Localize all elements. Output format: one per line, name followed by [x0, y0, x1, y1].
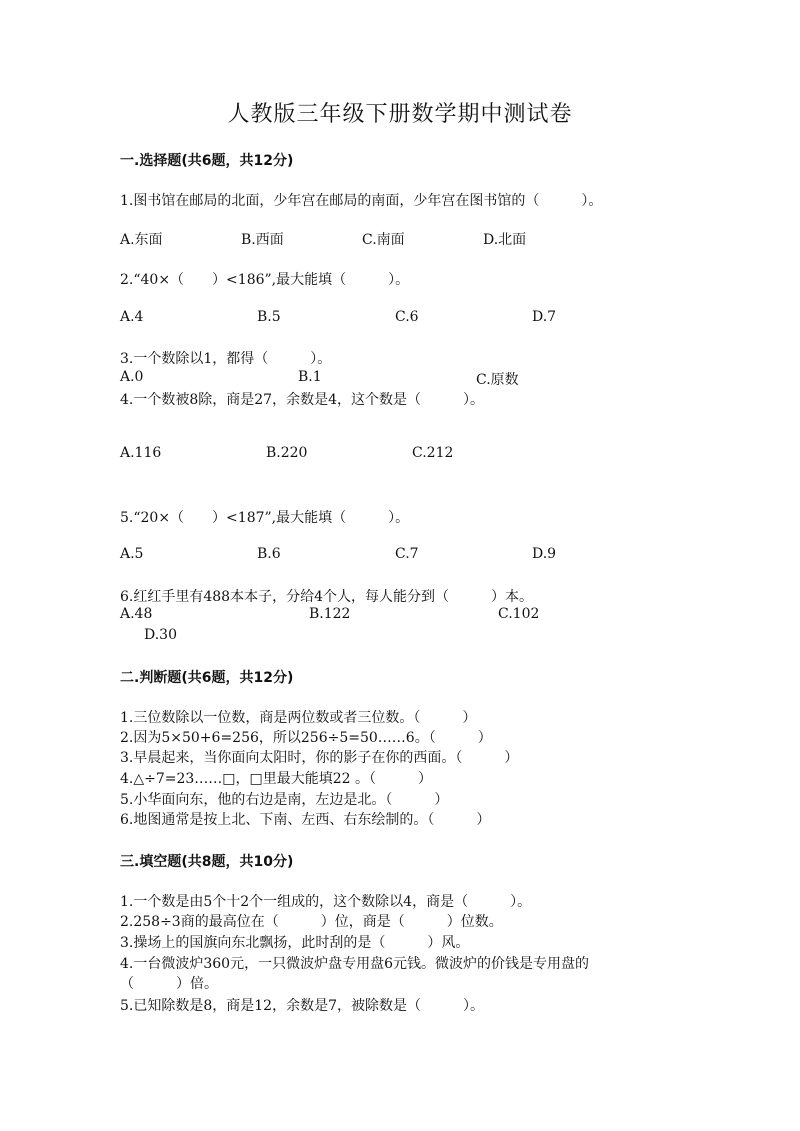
question-3-options	[120, 369, 720, 389]
question-2: 2.“40×（ ）<186”,最大能填（ ）。	[120, 272, 410, 288]
option-b: B.西面	[241, 232, 284, 248]
question-4: 4.一个数被8除，商是27，余数是4，这个数是（ ）。	[120, 392, 484, 408]
option-a: A.0	[120, 369, 144, 385]
option-a: A.4	[120, 309, 144, 325]
question-1-options	[120, 229, 720, 249]
option-d: D.7	[532, 309, 557, 325]
question-1: 1.图书馆在邮局的北面，少年宫在邮局的南面，少年宫在图书馆的（ ）。	[120, 193, 603, 209]
fill-item-3: 3.操场上的国旗向东北飘扬，此时刮的是（ ）风。	[120, 935, 470, 951]
question-5: 5.“20×（ ）<187”,最大能填（ ）。	[120, 510, 410, 526]
question-6: 6.红红手里有488本本子，分给4个人，每人能分到（ ）本。	[120, 589, 533, 605]
section-2-heading: 二.判断题(共6题，共12分)	[120, 670, 294, 686]
judgement-item-5: 5.小华面向东，他的右边是南，左边是北。（ ）	[120, 792, 449, 808]
option-b: B.122	[309, 606, 351, 622]
judgement-item-1: 1.三位数除以一位数，商是两位数或者三位数。（ ）	[120, 710, 477, 726]
question-4-options	[120, 445, 720, 465]
option-a: A.5	[120, 546, 144, 562]
option-c: C.102	[498, 606, 540, 622]
option-b: B.5	[257, 309, 281, 325]
option-c: C.6	[395, 309, 419, 325]
judgement-item-3: 3.早晨起来，当你面向太阳时，你的影子在你的西面。（ ）	[120, 750, 519, 766]
option-c: C.南面	[362, 232, 405, 248]
fill-item-4-continued: （ ）倍。	[120, 976, 218, 992]
option-c: C.7	[395, 546, 419, 562]
option-b: B.1	[298, 369, 322, 385]
option-a: A.东面	[120, 232, 163, 248]
judgement-item-2: 2.因为5×50+6=256，所以256÷5=50……6。（ ）	[120, 730, 492, 746]
question-2-options	[120, 309, 720, 329]
page-title: 人教版三年级下册数学期中测试卷	[227, 102, 573, 127]
fill-item-4: 4.一台微波炉360元，一只微波炉盘专用盘6元钱。微波炉的价钱是专用盘的	[120, 956, 589, 972]
section-3-heading: 三.填空题(共8题，共10分)	[120, 854, 294, 870]
fill-item-5: 5.已知除数是8，商是12，余数是7，被除数是（ ）。	[120, 998, 484, 1014]
judgement-item-6: 6.地图通常是按上北、下南、左西、右东绘制的。（ ）	[120, 812, 491, 828]
question-5-options	[120, 546, 720, 566]
option-c: C.212	[412, 445, 454, 461]
section-1-heading: 一.选择题(共6题，共12分)	[120, 153, 294, 169]
judgement-item-4: 4.△÷7=23……□，□里最大能填22 。（ ）	[120, 771, 433, 787]
fill-item-1: 1.一个数是由5个十2个一组成的，这个数除以4，商是（ ）。	[120, 894, 532, 910]
option-a: A.116	[120, 445, 162, 461]
option-b: B.220	[266, 445, 308, 461]
question-3: 3.一个数除以1，都得（ ）。	[120, 351, 332, 367]
question-6-options	[120, 606, 720, 643]
fill-item-2: 2.258÷3商的最高位在（ ）位，商是（ ）位数。	[120, 914, 503, 930]
option-a: A.48	[120, 606, 153, 622]
option-d: D.30	[144, 627, 177, 643]
option-d: D.9	[532, 546, 557, 562]
option-d: D.北面	[483, 232, 527, 248]
option-c: C.原数	[476, 372, 519, 388]
option-b: B.6	[257, 546, 281, 562]
